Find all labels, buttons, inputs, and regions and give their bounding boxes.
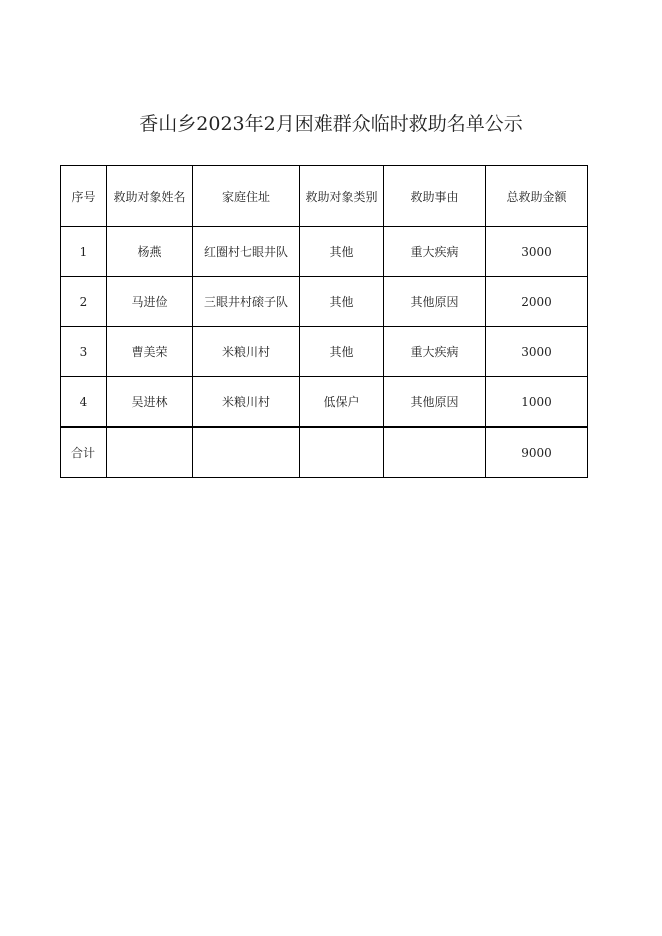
cell-recipient-name: 吴进林 (107, 377, 193, 428)
total-row (61, 427, 588, 478)
cell-total-amount: 3000 (486, 327, 588, 377)
header-recipient-category: 救助对象类别 (300, 166, 384, 227)
cell-relief-reason: 重大疾病 (384, 327, 486, 377)
cell-recipient-name: 杨燕 (107, 227, 193, 277)
header-total-amount: 总救助金额 (486, 166, 588, 227)
header-recipient-name: 救助对象姓名 (107, 166, 193, 227)
table-row (61, 377, 588, 428)
cell-index: 4 (61, 377, 107, 428)
cell-relief-reason: 重大疾病 (384, 227, 486, 277)
cell-home-address: 三眼井村磙子队 (193, 277, 300, 327)
cell-index: 1 (61, 227, 107, 277)
cell-recipient-name: 马进俭 (107, 277, 193, 327)
cell-total-amount: 1000 (486, 377, 588, 428)
cell-index: 2 (61, 277, 107, 327)
document-title: 香山乡2023年2月困难群众临时救助名单公示 (139, 113, 523, 135)
cell-relief-reason: 其他原因 (384, 377, 486, 428)
cell-recipient-category: 其他 (300, 277, 384, 327)
table-row (61, 277, 588, 327)
cell-home-address: 米粮川村 (193, 377, 300, 428)
cell-total-amount: 2000 (486, 277, 588, 327)
header-relief-reason: 救助事由 (384, 166, 486, 227)
cell-home-address: 红圈村七眼井队 (193, 227, 300, 277)
table-row (61, 227, 588, 277)
cell-home-address: 米粮川村 (193, 327, 300, 377)
table-header-row (61, 166, 588, 227)
cell-recipient-category: 其他 (300, 327, 384, 377)
empty-cell (300, 427, 384, 478)
empty-cell (384, 427, 486, 478)
empty-cell (107, 427, 193, 478)
header-home-address: 家庭住址 (193, 166, 300, 227)
cell-relief-reason: 其他原因 (384, 277, 486, 327)
total-amount: 9000 (486, 427, 588, 478)
empty-cell (193, 427, 300, 478)
table-row (61, 327, 588, 377)
relief-roster-table (60, 165, 588, 478)
cell-index: 3 (61, 327, 107, 377)
cell-recipient-name: 曹美荣 (107, 327, 193, 377)
total-label: 合计 (61, 427, 107, 478)
cell-total-amount: 3000 (486, 227, 588, 277)
cell-recipient-category: 其他 (300, 227, 384, 277)
cell-recipient-category: 低保户 (300, 377, 384, 428)
header-index: 序号 (61, 166, 107, 227)
